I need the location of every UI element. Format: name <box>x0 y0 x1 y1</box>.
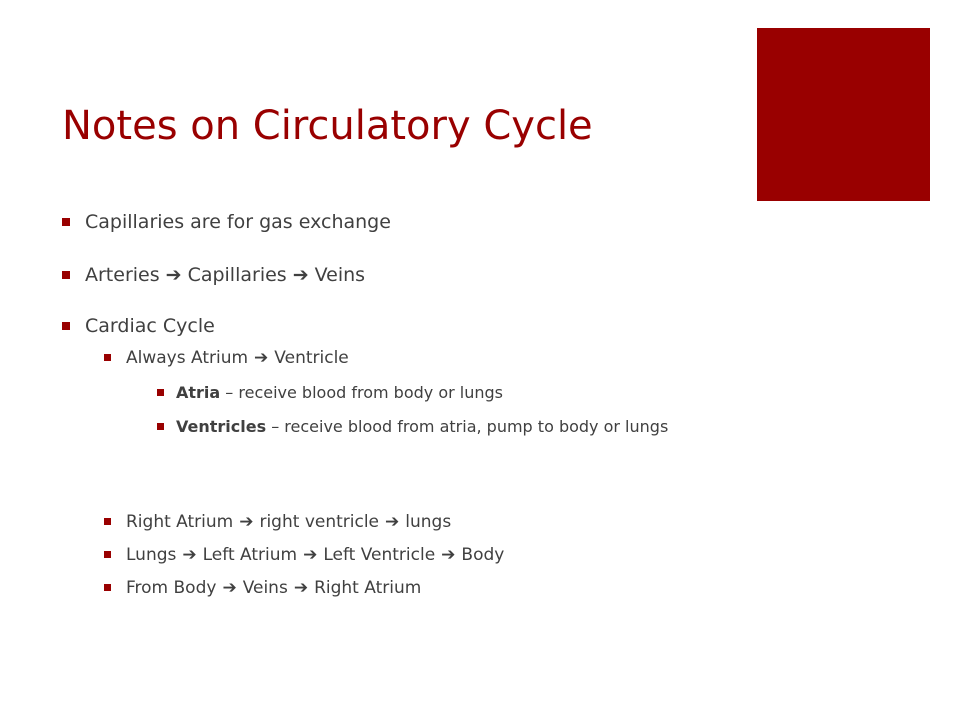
flow-step: Right Atrium <box>126 512 234 532</box>
flow-step: Capillaries <box>187 264 287 286</box>
sub-bullet-return <box>104 576 421 600</box>
bullet-text: Cardiac Cycle <box>85 315 215 337</box>
sub-sub-bullet-ventricles <box>157 416 786 438</box>
bullet-text <box>126 346 349 370</box>
bullet-vessel-flow <box>62 261 365 289</box>
bullet-text <box>85 261 365 289</box>
right-arrow-icon: ➔ <box>254 348 269 368</box>
right-arrow-icon: ➔ <box>293 578 309 598</box>
flow-step: Arteries <box>85 264 160 286</box>
flow-step: lungs <box>405 512 452 532</box>
bullet-text <box>176 382 503 404</box>
flow-step: Lungs <box>126 545 177 565</box>
square-bullet-icon <box>104 354 111 361</box>
square-bullet-icon <box>62 322 70 330</box>
square-bullet-icon <box>157 389 164 396</box>
right-arrow-icon: ➔ <box>441 545 456 565</box>
flow-step: Ventricle <box>274 348 349 368</box>
bullet-gas-exchange <box>62 208 391 236</box>
flow-step: right ventricle <box>259 512 380 532</box>
square-bullet-icon <box>104 518 111 525</box>
bullet-text: Capillaries are for gas exchange <box>85 211 391 233</box>
sub-sub-bullet-atria <box>157 382 503 404</box>
flow-step: Right Atrium <box>314 578 422 598</box>
term-atria: Atria <box>176 383 221 402</box>
flow-step: From Body <box>126 578 217 598</box>
flow-step: Body <box>461 545 505 565</box>
square-bullet-icon <box>157 423 164 430</box>
right-arrow-icon: ➔ <box>385 512 400 532</box>
definition: – receive blood from atria, pump to body or lungs <box>266 417 669 436</box>
slide-title: Notes on Circulatory Cycle <box>62 103 593 149</box>
bullet-text <box>126 576 421 600</box>
flow-step: Veins <box>242 578 288 598</box>
square-bullet-icon <box>104 551 111 558</box>
right-arrow-icon: ➔ <box>222 578 237 598</box>
bullet-text <box>126 543 504 567</box>
sub-bullet-left-side <box>104 543 504 567</box>
definition: – receive blood from body or lungs <box>220 383 503 402</box>
right-arrow-icon: ➔ <box>239 512 254 532</box>
square-bullet-icon <box>62 218 70 226</box>
right-arrow-icon: ➔ <box>303 545 318 565</box>
bullet-text <box>126 510 451 534</box>
square-bullet-icon <box>104 584 111 591</box>
flow-step: Left Atrium <box>202 545 298 565</box>
right-arrow-icon: ➔ <box>182 545 197 565</box>
square-bullet-icon <box>62 271 70 279</box>
term-ventricles: Ventricles <box>176 417 267 436</box>
sub-bullet-atrium-ventricle <box>104 346 349 370</box>
flow-step: Always Atrium <box>126 348 249 368</box>
bullet-text <box>176 416 786 438</box>
flow-step: Left Ventricle <box>323 545 436 565</box>
right-arrow-icon: ➔ <box>165 264 182 286</box>
bullet-cardiac-cycle <box>62 312 215 340</box>
sub-bullet-right-side <box>104 510 451 534</box>
right-arrow-icon: ➔ <box>292 264 309 286</box>
flow-step: Veins <box>314 264 366 286</box>
